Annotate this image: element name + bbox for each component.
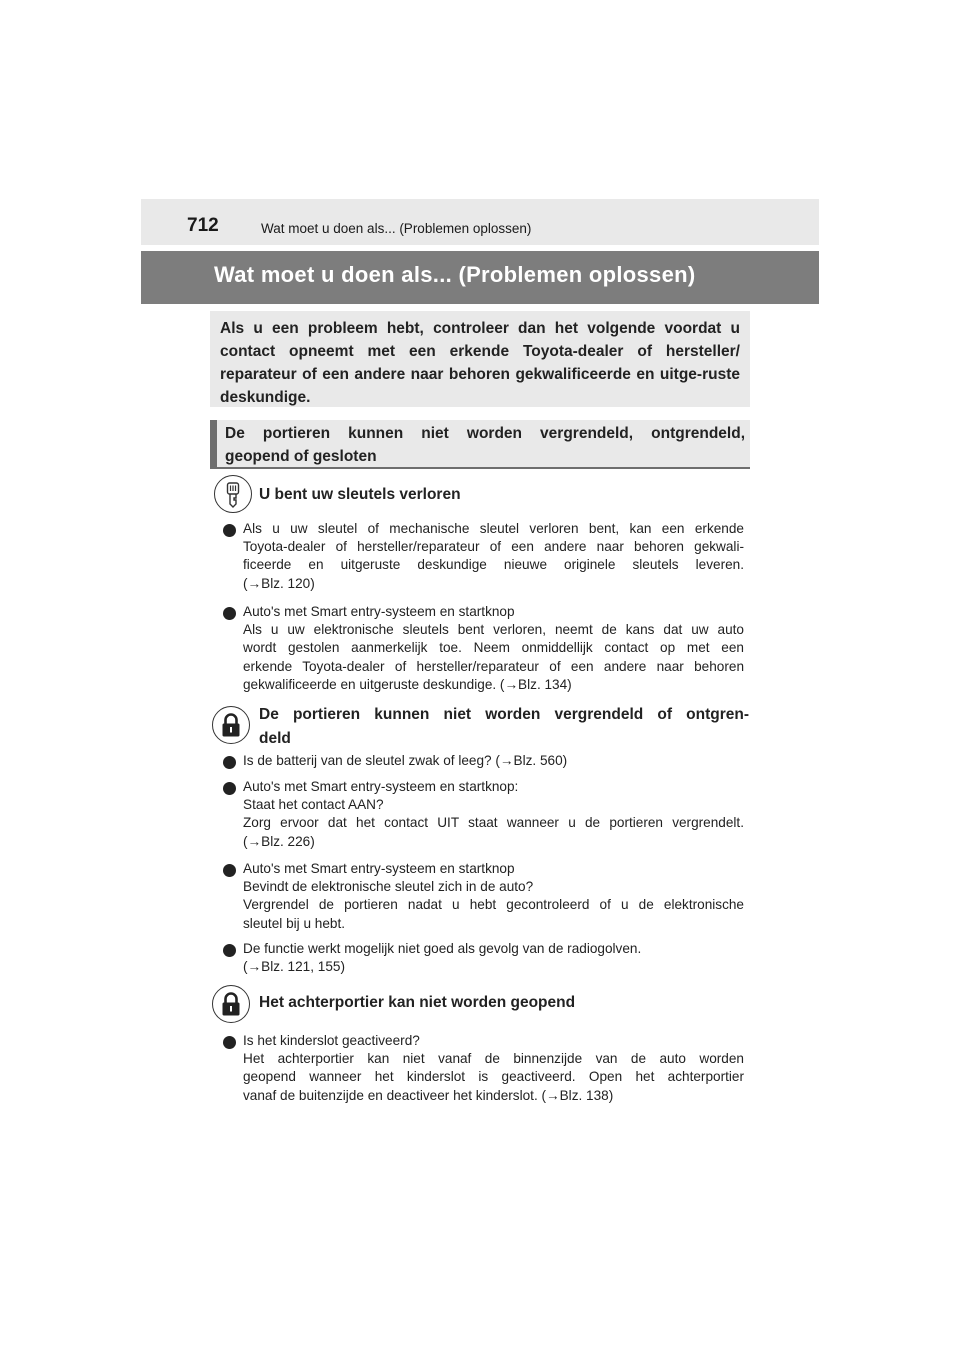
text-line: De functie werkt mogelijk niet goed als gevolg van de radiogolven. <box>243 941 642 956</box>
section-heading-line: geopend of gesloten <box>225 448 377 465</box>
list-item <box>243 940 744 976</box>
bullet-icon <box>223 782 236 795</box>
list-item <box>243 860 744 933</box>
page-title: Wat moet u doen als... (Problemen oplossen) <box>214 262 696 287</box>
list-item <box>243 603 744 694</box>
text-line: geopend wanneer het kinderslot is geactiveerd. Open het achterportier <box>243 1069 744 1085</box>
list-item <box>243 1032 744 1105</box>
text-line: Bevindt de elektronische sleutel zich in de auto? <box>243 879 534 895</box>
text-line: wordt gestolen aanmerkelijk toe. Neem onmiddellijk contact op met een <box>243 640 744 656</box>
running-head: Wat moet u doen als... (Problemen oplossen) <box>261 221 532 236</box>
page-number: 712 <box>187 215 219 236</box>
text-line: Auto's met Smart entry-systeem en startknop: <box>243 779 519 794</box>
bullet-icon <box>223 944 236 957</box>
text-line: gekwalificeerde en uitgeruste deskundige. (→Blz. 134) <box>243 676 572 692</box>
section-heading-text <box>225 422 745 468</box>
topic-heading-line: De portieren kunnen niet worden vergrendeld of ontgren- <box>259 706 749 723</box>
list-item <box>243 752 744 770</box>
topic-heading: Het achterportier kan niet worden geopend <box>259 994 576 1011</box>
page-reference: (→Blz. 121, 155) <box>243 959 345 975</box>
lock-icon <box>212 706 250 744</box>
text-line: Auto's met Smart entry-systeem en startknop <box>243 861 515 876</box>
page-reference: (→Blz. 226) <box>243 833 315 849</box>
text-line: Als u uw sleutel of mechanische sleutel verloren bent, kan een erkende <box>243 521 744 536</box>
text-line: Staat het contact AAN? <box>243 797 384 813</box>
text-line: Is de batterij van de sleutel zwak of leeg? (→Blz. 560) <box>243 753 568 768</box>
text-line: Het achterportier kan niet vanaf de binnenzijde van de auto worden <box>243 1051 744 1067</box>
text-line: Toyota-dealer of hersteller/reparateur of een andere naar behoren gekwali- <box>243 539 744 555</box>
key-icon <box>214 475 252 513</box>
bullet-icon <box>223 864 236 877</box>
text-line: Auto's met Smart entry-systeem en startknop <box>243 604 515 619</box>
page-reference: (→Blz. 120) <box>243 575 315 591</box>
bullet-icon <box>223 756 236 769</box>
intro-text: Als u een probleem hebt, controleer dan het volgende voordat u contact opneemt met een erkende Toyota-dealer of hersteller/ reparateur of een andere naar behoren gekwalificeerde en uitge-ruste deskundige. <box>220 320 740 406</box>
topic-heading: U bent uw sleutels verloren <box>259 486 461 503</box>
section-heading <box>210 420 750 469</box>
page-title-bar <box>141 251 819 304</box>
topic-heading <box>259 703 749 751</box>
text-line: sleutel bij u hebt. <box>243 915 346 931</box>
text-line: Zorg ervoor dat het contact UIT staat wanneer u de portieren vergrendelt. <box>243 815 744 831</box>
text-line: ficeerde en uitgeruste deskundige nieuwe originele sleutels leveren. <box>243 557 744 573</box>
bullet-icon <box>223 1036 236 1049</box>
list-item <box>243 520 744 593</box>
bullet-icon <box>223 524 236 537</box>
text-line: erkende Toyota-dealer of hersteller/reparateur of een andere naar behoren <box>243 658 744 674</box>
bullet-icon <box>223 607 236 620</box>
lock-icon <box>212 985 250 1023</box>
text-line: vanaf de buitenzijde en deactiveer het kinderslot. (→Blz. 138) <box>243 1087 614 1103</box>
section-heading-line: De portieren kunnen niet worden vergrendeld, ontgrendeld, <box>225 425 745 442</box>
intro-box <box>210 311 750 407</box>
text-line: Vergrendel de portieren nadat u hebt gecontroleerd of u de elektronische <box>243 897 744 913</box>
topic-heading-line: deld <box>259 730 291 747</box>
list-item <box>243 778 744 851</box>
text-line: Als u uw elektronische sleutels bent verloren, neemt de kans dat uw auto <box>243 622 744 638</box>
text-line: Is het kinderslot geactiveerd? <box>243 1033 420 1048</box>
